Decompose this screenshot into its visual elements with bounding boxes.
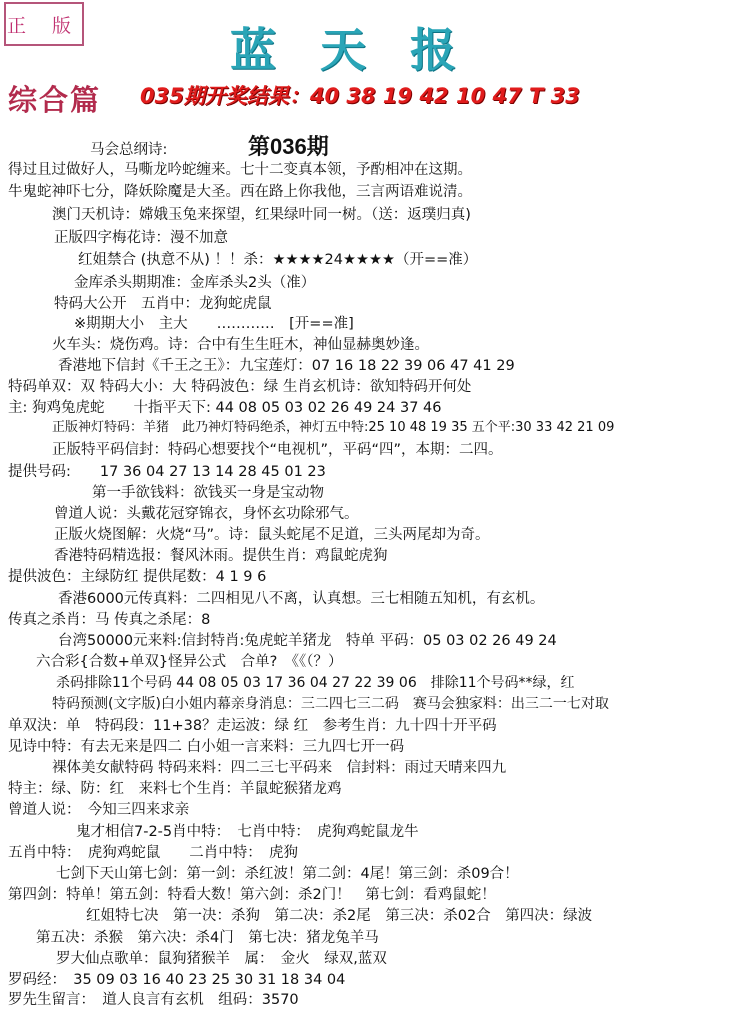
text-line: 澳门天机诗：嫦娥玉兔来探望，红果绿叶同一树。（送：返璞归真) — [52, 207, 471, 223]
text-line: 鬼才相信7-2-5肖中特： 七肖中特： 虎狗鸡蛇鼠龙牛 — [76, 824, 419, 840]
text-line: 提供号码: 17 36 04 27 13 14 28 45 01 23 — [8, 464, 326, 480]
text-line: 杀码排除11个号码 44 08 05 03 17 36 04 27 22 39 06 排除11个号码**绿，红 — [56, 675, 575, 691]
text-line: 特码单双：双 特码大小：大 特码波色：绿 生肖玄机诗：欲知特码开何处 — [8, 379, 472, 395]
text-line: 罗码经： 35 09 03 16 40 23 25 30 31 18 34 04 — [8, 972, 346, 988]
text-line: 见诗中特：有去无来是四二 白小姐一言来料：三九四七开一码 — [8, 739, 405, 755]
text-line: 曾道人说：头戴花冠穿锦衣，身怀玄功除邪气。 — [54, 506, 359, 522]
text-line: 七剑下天山第七剑：第一剑：杀红波！第二剑：4尾！第三剑：杀09合！ — [56, 866, 519, 882]
issue-number: 第036期 — [248, 134, 329, 159]
previous-result: 035期开奖结果：40 38 19 42 10 47 T 33 — [140, 84, 580, 108]
text-line: 正版火烧图解：火烧“马”。诗：鼠头蛇尾不足道，三头两尾却为奇。 — [54, 527, 490, 543]
text-line: 牛鬼蛇神吓七分，降妖除魔是大圣。西在路上你我他，三言两语难说清。 — [8, 184, 472, 200]
genuine-stamp: 正 版 — [4, 2, 84, 46]
paper-title: 蓝天报 — [230, 23, 500, 77]
text-line: 香港特码精选报：餐风沐雨。提供生肖：鸡鼠蛇虎狗 — [54, 548, 388, 564]
text-line: 正版四字梅花诗：漫不加意 — [54, 230, 228, 246]
text-line: 红姐禁合 (执意不从) ！！杀：★★★★24★★★★（开==准） — [78, 252, 478, 268]
text-line: 金库杀头期期准：金库杀头2头（准） — [74, 275, 316, 291]
text-line: 第一手欲钱料：欲钱买一身是宝动物 — [92, 485, 324, 501]
text-line: 特码大公开 五肖中：龙狗蛇虎鼠 — [54, 296, 272, 312]
text-line: 香港6000元传真料：二四相见八不离，认真想。三七相随五知机，有玄机。 — [58, 591, 545, 607]
text-line: 马会总纲诗: — [90, 142, 168, 158]
text-line: 第四剑：特单！第五剑：特看大数！第六剑：杀2门！ 第七剑：看鸡鼠蛇！ — [8, 887, 496, 903]
text-line: 台湾50000元来料:信封特肖:兔虎蛇羊猪龙 特单 平码：05 03 02 26 49 24 — [58, 633, 557, 649]
text-line: 火车头：烧伤鸡。诗：合中有生生旺木，神仙显赫奥妙逢。 — [52, 337, 429, 353]
text-line: 主: 狗鸡兔虎蛇 十指平天下: 44 08 05 03 02 26 49 24 37 46 — [8, 400, 442, 416]
text-line: 提供波色：主绿防红 提供尾数：4 1 9 6 — [8, 569, 267, 585]
text-line: 曾道人说： 今知三四来求亲 — [8, 802, 190, 818]
text-line: 特主：绿、防：红 来料七个生肖：羊鼠蛇猴猪龙鸡 — [8, 781, 342, 797]
text-line: 正版神灯特码：羊猪 此乃神灯特码绝杀，神灯五中特:25 10 48 19 35 五个平:30 33 42 21 09 — [52, 420, 615, 435]
text-line: 特码预测(文字版)白小姐内幕亲身消息：三二四七三二码 赛马会独家料：出三二一七对取 — [52, 696, 609, 712]
text-line: 正版特平码信封：特码心想要找个“电视机”，平码“四”，本期：二四。 — [52, 442, 503, 458]
text-line: ※期期大小 主大 ………… [开==准] — [74, 316, 354, 332]
text-line: 罗先生留言： 道人良言有玄机 组码：3570 — [8, 992, 299, 1008]
text-line: 传真之杀肖：马 传真之杀尾：8 — [8, 612, 211, 628]
text-line: 裸体美女献特码 特码来料：四二三七平码来 信封料：雨过天晴来四九 — [52, 760, 507, 776]
text-line: 五肖中特： 虎狗鸡蛇鼠 二肖中特： 虎狗 — [8, 845, 298, 861]
text-line: 第五决：杀猴 第六决：杀4门 第七决：猪龙兔羊马 — [36, 930, 379, 946]
text-line: 香港地下信封《千王之王》：九宝莲灯：07 16 18 22 39 06 47 41 29 — [58, 358, 515, 374]
text-line: 红姐特七决 第一决：杀狗 第二决：杀2尾 第三决：杀02合 第四决：绿波 — [86, 908, 593, 924]
text-line: 单双決：单 特码段：11+38？走运波：绿 红 参考生肖：九十四十开平码 — [8, 718, 497, 734]
section-title: 综合篇 — [8, 83, 102, 117]
text-line: 六合彩{合数+单双}怪异公式 合单? 《《（？） — [36, 654, 343, 670]
text-line: 罗大仙点歌单：鼠狗猪猴羊 属： 金火 绿双,蓝双 — [56, 951, 387, 967]
text-line: 得过且过做好人，马嘶龙吟蛇缠来。七十二变真本领，予酌相冲在这期。 — [8, 162, 472, 178]
